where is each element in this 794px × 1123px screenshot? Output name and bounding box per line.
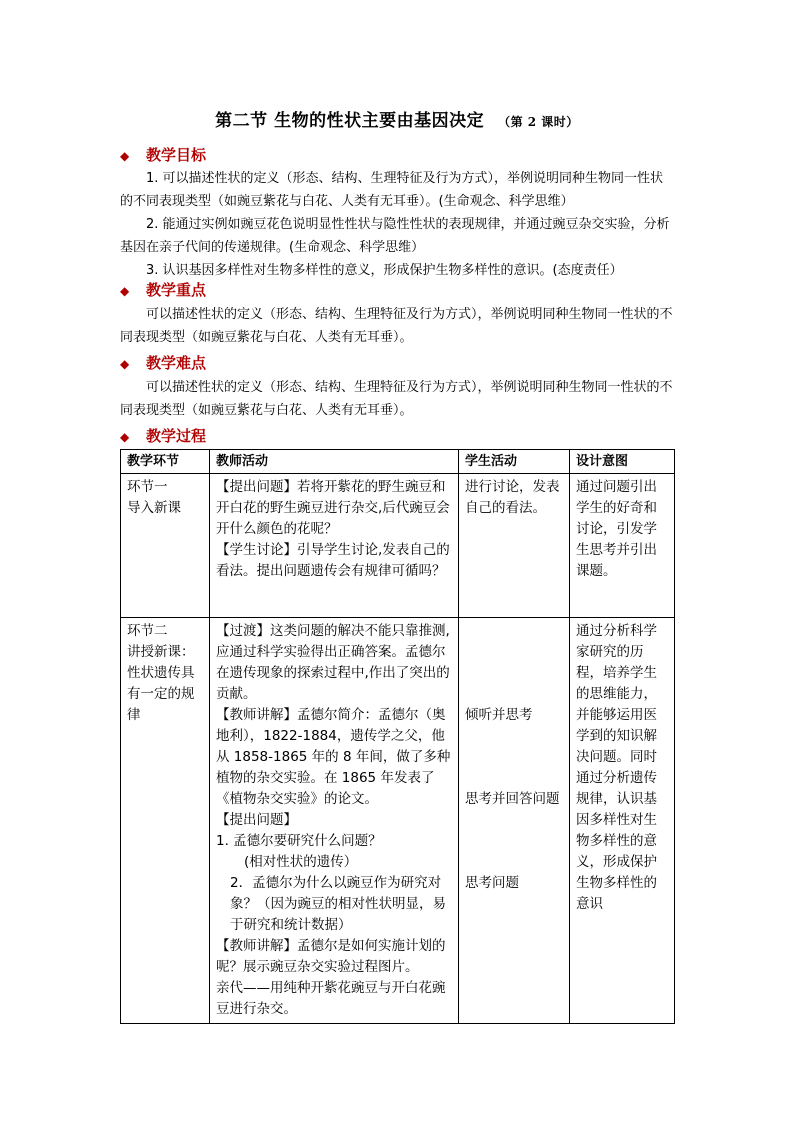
diamond-bullet-icon: ◆ <box>120 284 130 298</box>
teaching-process-table <box>120 449 675 1024</box>
stage-cell: 环节一 导入新课 <box>121 474 210 618</box>
page-title <box>120 106 674 131</box>
title-subtitle: （第 2 课时） <box>498 115 579 129</box>
teacher-activity-cell: 【过渡】这类问题的解决不能只靠推测,应通过科学实验得出正确答案。孟德尔在遗传现象的探索过程中,作出了突出的贡献。 【教师讲解】孟德尔简介：孟德尔（奥地利），1822-1884，遗传学之父，他从 1858-1865 年的 8 年间，做了多种植物的杂交实验。在 1865 年发表了《植物杂交实验》的论文。 【提出问题】 1. 孟德尔要研究什么问题？ (相对性状的遗传） 2．孟德尔为什么以豌豆作为研究对象？（因为豌豆的相对性状明显，易于研究和统计数据） 【教师讲解】孟德尔是如何实施计划的呢？展示豌豆杂交实验过程图片。 亲代——用纯种开紫花豌豆与开白花豌豆进行杂交。 <box>210 618 459 1024</box>
table-row <box>121 618 675 1024</box>
table-row <box>121 474 675 618</box>
student-activity-cell: 倾听并思考 思考并回答问题 思考问题 <box>459 618 570 1024</box>
section-heading-difficult: ◆ 教学难点 <box>120 354 207 372</box>
key-points-text: 可以描述性状的定义（形态、结构、生理特征及行为方式），举例说明同种生物同一性状的不同表现类型（如豌豆紫花与白花、人类有无耳垂）。 <box>120 307 673 345</box>
column-header: 学生活动 <box>459 450 570 474</box>
section-heading-key: ◆ 教学重点 <box>120 281 207 299</box>
design-intent-cell: 通过问题引出学生的好奇和讨论，引发学生思考并引出课题。 <box>570 474 675 618</box>
teacher-activity-cell: 【提出问题】若将开紫花的野生豌豆和开白花的野生豌豆进行杂交,后代豌豆会开什么颜色的花呢？ 【学生讨论】引导学生讨论,发表自己的看法。提出问题遗传会有规律可循吗？ <box>210 474 459 618</box>
student-activity-cell: 进行讨论，发表自己的看法。 <box>459 474 570 618</box>
goal-item: 2. 能通过实例如豌豆花色说明显性性状与隐性性状的表现规律，并通过豌豆杂交实验，分析基因在亲子代间的传递规律。(生命观念、科学思维） <box>120 217 670 255</box>
section-heading-goals: ◆ 教学目标 <box>120 146 207 164</box>
goal-item: 3. 认识基因多样性对生物多样性的意义，形成保护生物多样性的意识。(态度责任） <box>146 263 623 278</box>
column-header: 教师活动 <box>210 450 459 474</box>
goals-list <box>120 167 676 282</box>
table-header-row <box>121 450 675 474</box>
column-header: 教学环节 <box>121 450 210 474</box>
goal-item: 1. 可以描述性状的定义（形态、结构、生理特征及行为方式），举例说明同种生物同一性状的不同表现类型（如豌豆紫花与白花、人类有无耳垂）。(生命观念、科学思维） <box>120 171 664 209</box>
section-heading-process: ◆ 教学过程 <box>120 427 207 445</box>
difficult-points-text: 可以描述性状的定义（形态、结构、生理特征及行为方式），举例说明同种生物同一性状的不同表现类型（如豌豆紫花与白花、人类有无耳垂）。 <box>120 380 673 418</box>
diamond-bullet-icon: ◆ <box>120 357 130 371</box>
design-intent-cell: 通过分析科学家研究的历程，培养学生的思维能力，并能够运用医学到的知识解决问题。同时通过分析遗传规律，认识基因多样性对生物多样性的意义，形成保护生物多样性的意识 <box>570 618 675 1024</box>
stage-cell: 环节二 讲授新课：性状遗传具有一定的规律 <box>121 618 210 1024</box>
title-main: 第二节 生物的性状主要由基因决定 <box>215 111 485 131</box>
diamond-bullet-icon: ◆ <box>120 430 130 444</box>
column-header: 设计意图 <box>570 450 675 474</box>
diamond-bullet-icon: ◆ <box>120 149 130 163</box>
